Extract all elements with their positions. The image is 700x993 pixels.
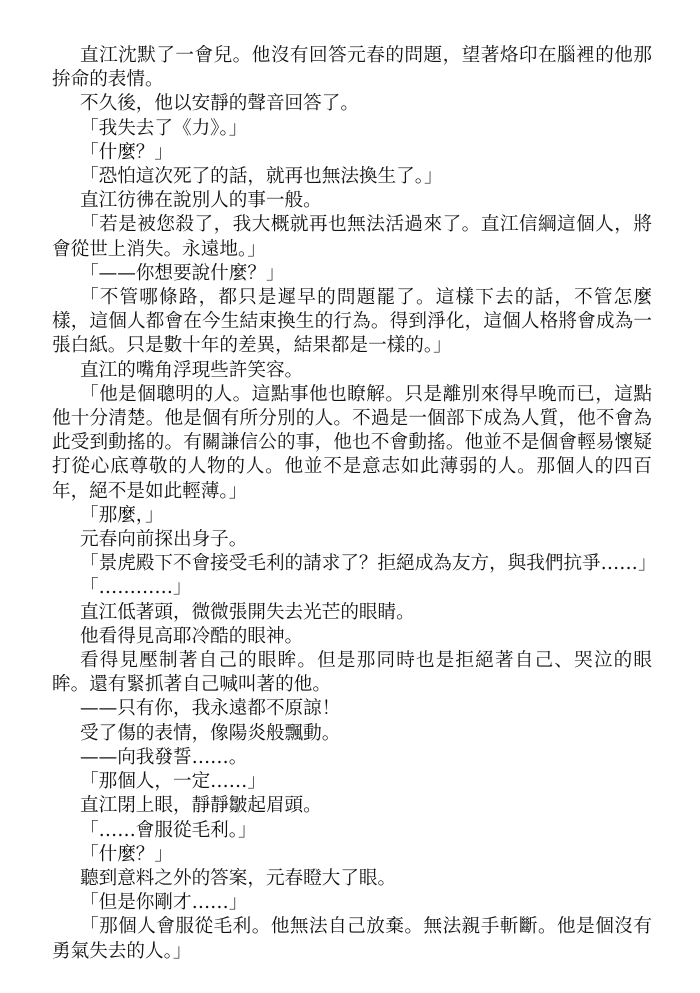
- paragraph: 「恐怕這次死了的話，就再也無法換生了。」: [80, 166, 443, 188]
- paragraph: 直江的嘴角浮現些許笑容。: [80, 359, 304, 381]
- paragraph: 他看得見高耶冷酷的眼神。: [80, 625, 304, 647]
- book-page: [52, 44, 657, 964]
- paragraph: 「但是你剛才……」: [80, 892, 248, 914]
- paragraph: 「景虎殿下不會接受毛利的請求了？拒絕成為友方，與我們抗爭……」: [80, 553, 657, 575]
- paragraph: ——只有你，我永遠都不原諒！: [80, 698, 341, 720]
- paragraph: 「什麼？」: [80, 843, 173, 865]
- paragraph: 「什麼？」: [80, 141, 173, 163]
- paragraph: 「他是個聰明的人。這點事他也瞭解。只是離別來得早晚而已，這點他十分清楚。他是個有所分別的人。不過是一個部下成為人質，他不會為此受到動搖的。有關謙信公的事，他也不會動搖。他並不是個會輕易懷疑打從心底尊敬的人物的人。他並不是意志如此薄弱的人。那個人的四百年，絕不是如此輕薄。」: [52, 383, 652, 502]
- paragraph: 看得見壓制著自己的眼眸。但是那同時也是拒絕著自己、哭泣的眼眸。還有緊抓著自己喊叫著的他。: [52, 650, 652, 696]
- paragraph: 元春向前探出身子。: [80, 529, 248, 551]
- paragraph: 「——你想要說什麼？」: [80, 262, 285, 284]
- paragraph: 直江閉上眼，靜靜皺起眉頭。: [80, 795, 322, 817]
- paragraph: 受了傷的表情，像陽炎般飄動。: [80, 722, 341, 744]
- paragraph: 「那麼，」: [80, 504, 164, 526]
- paragraph: 「若是被您殺了，我大概就再也無法活過來了。直江信綱這個人，將會從世上消失。永遠地。」: [52, 214, 652, 260]
- paragraph: 「不管哪條路，都只是遲早的問題罷了。這樣下去的話，不管怎麼樣，這個人都會在今生結束換生的行為。得到淨化，這個人格將會成為一張白紙。只是數十年的差異，結果都是一樣的。」: [52, 287, 652, 357]
- paragraph: 聽到意料之外的答案，元春瞪大了眼。: [80, 867, 397, 889]
- paragraph: 「那個人會服從毛利。他無法自己放棄。無法親手斬斷。他是個沒有勇氣失去的人。」: [52, 916, 652, 962]
- paragraph: 「我失去了《力》。」: [80, 117, 248, 139]
- paragraph: 「那個人，一定……」: [80, 771, 266, 793]
- paragraph: 「…………」: [80, 577, 192, 599]
- paragraph: 直江低著頭，微微張開失去光芒的眼睛。: [80, 601, 415, 623]
- paragraph: 直江彷彿在說別人的事一般。: [80, 190, 322, 212]
- paragraph: ——向我發誓……。: [80, 746, 248, 768]
- paragraph: 不久後，他以安靜的聲音回答了。: [80, 93, 359, 115]
- paragraph: 「……會服從毛利。」: [80, 819, 257, 841]
- paragraph: 直江沈默了一會兒。他沒有回答元春的問題，望著烙印在腦裡的他那拚命的表情。: [52, 45, 652, 91]
